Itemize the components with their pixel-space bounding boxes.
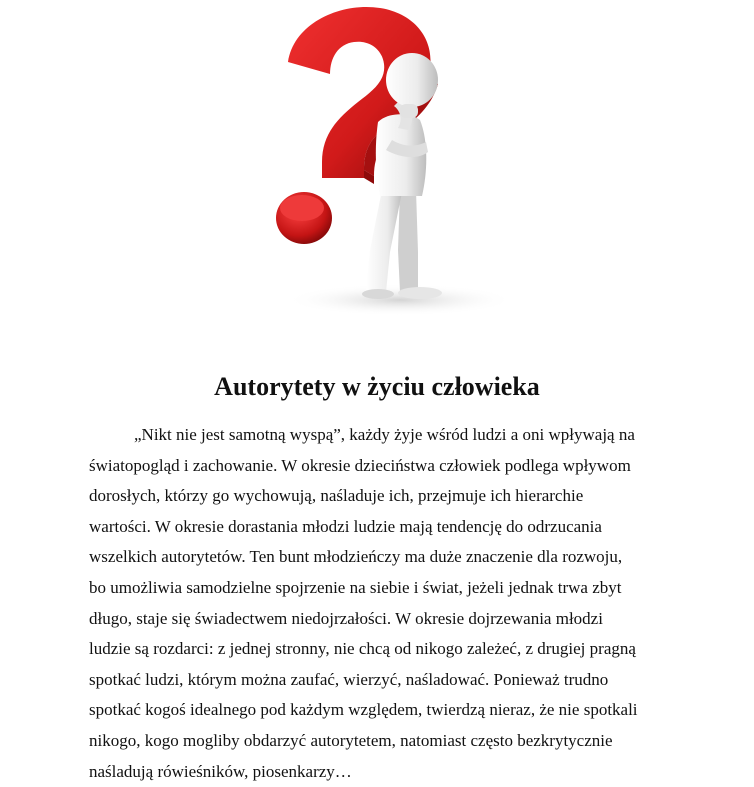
floor-shadow <box>285 284 510 316</box>
page-title: Autorytety w życiu człowieka <box>214 372 540 401</box>
body-paragraph <box>89 420 689 787</box>
paragraph-line: nikogo, kogo mogliby obdarzyć autorytetem, natomiast często bezkrytycznie <box>89 730 613 750</box>
paragraph-line: dorosłych, którzy go wychowują, naśladuje ich, przejmuje ich hierarchie <box>89 486 584 506</box>
paragraph-line: spotkać ludzi, którym można zaufać, wierzyć, naśladować. Ponieważ trudno <box>89 669 609 689</box>
paragraph-line: światopogląd i zachowanie. W okresie dzieciństwa człowiek podlega wpływom <box>89 455 631 475</box>
paragraph-line: spotkać kogoś idealnego pod każdym względem, twierdzą nieraz, że nie spotkali <box>89 700 638 720</box>
paragraph-line: bo umożliwia samodzielne spojrzenie na siebie i świat, jeżeli jednak trwa zbyt <box>89 577 622 597</box>
paragraph-line: ludzie są rozdarci: z jednej stronny, nie chcą od nikogo zależeć, z drugiej pragną <box>89 639 636 659</box>
paragraph-line: wartości. W okresie dorastania młodzi ludzie mają tendencję do odrzucania <box>89 516 602 536</box>
paragraph-line: długo, staje się świadectwem niedojrzałości. W okresie dojrzewania młodzi <box>89 608 603 628</box>
question-mark-dot-top <box>280 195 324 221</box>
paragraph-line: naśladują rówieśników, piosenkarzy… <box>89 761 352 781</box>
paragraph-line: wszelkich autorytetów. Ten bunt młodzieńczy ma duże znaczenie dla rozwoju, <box>89 547 623 567</box>
question-mark-thinking-figure-illustration <box>250 0 510 320</box>
paragraph-line: „Nikt nie jest samotną wyspą”, każdy żyje wśród ludzi a oni wpływają na <box>134 425 635 444</box>
